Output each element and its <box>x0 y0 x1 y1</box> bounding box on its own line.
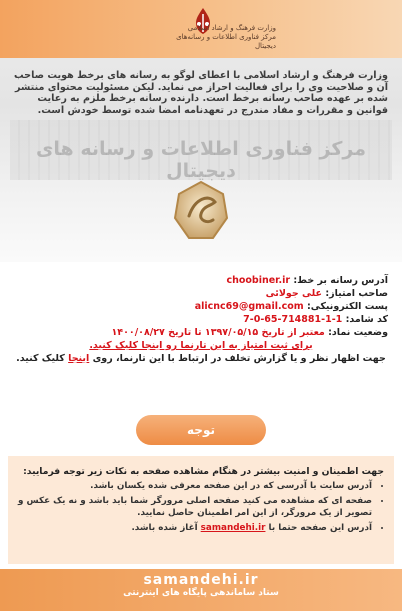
report-link[interactable]: اینجا <box>68 353 90 364</box>
ministry-line-1: وزارت فرهنگ و ارشاد اسلامی <box>187 24 276 32</box>
owner-row <box>14 287 388 300</box>
ministry-name <box>176 24 276 51</box>
code-row <box>14 313 388 326</box>
samandehi-seal-icon <box>171 180 231 242</box>
ministry-line-2: مرکز فناوری اطلاعات و رسانه‌های دیجیتال <box>176 33 276 50</box>
notice-heading: جهت اطمینان و امنیت بیشتر در هنگام مشاهده صفحه به نکات زیر توجه فرمایید: <box>23 466 384 477</box>
item3-before: آدرس این صفحه حتما با <box>268 523 372 533</box>
address-row <box>14 274 388 287</box>
address-label: آدرس رسانه بر خط: <box>293 275 388 286</box>
email-value: alicnc69@gmail.com <box>194 301 304 312</box>
notice-box <box>8 456 394 564</box>
footer <box>0 569 402 611</box>
email-label: پست الکترونیکی: <box>306 301 388 312</box>
list-item <box>16 522 372 534</box>
notice-list <box>8 480 394 534</box>
address-value: choobiner.ir <box>226 275 291 286</box>
list-item: • آدرس سایت با آدرسی که در این صفحه معرفی شده یکسان باشد. <box>16 480 372 492</box>
info-section <box>14 274 388 365</box>
status-label: وضعیت نماد: <box>328 327 388 338</box>
hero-banner <box>0 0 402 262</box>
report-text-before: جهت اظهار نظر و یا گزارش تخلف در ارتباط با این تارنما، روی <box>92 353 386 364</box>
status-value: معتبر از تاریخ ۱۳۹۷/۰۵/۱۵ تا تاریخ ۱۴۰۰/۰۸/۲۷ <box>111 327 325 338</box>
owner-value: علی جولائی <box>265 288 322 299</box>
notice-pill: توجه <box>136 415 266 445</box>
report-text-after: کلیک کنید. <box>16 353 65 364</box>
report-row <box>14 352 388 365</box>
code-value: 1-1-714881-65-0-7 <box>243 314 343 325</box>
vote-link[interactable]: برای ثبت امتیاز به این تارنما رو اینجا کلیک کنید. <box>89 340 313 351</box>
banner-title: مرکز فناوری اطلاعات و رسانه های دیجیتال <box>35 138 366 182</box>
owner-label: صاحب امتیاز: <box>325 288 388 299</box>
footer-subtitle: ستاد ساماندهی پایگاه های اینترنتی <box>123 588 279 598</box>
item3-after: آغاز شده باشد. <box>131 523 198 533</box>
intro-text: وزارت فرهنگ و ارشاد اسلامی با اعطای لوگو به رسانه های برخط هویت صاحب آن و صلاحیت وی را برای فعالیت احراز می نماید. لیکن مسئولیت محتوای منتشر شده بر عهده صاحب رسانه برخط است. دارنده رسانه برخط ملزم به رعایت قوانین و مقررات و مفاد مندرج در تعهدنامه امضا شده توسط خودش است. <box>14 70 388 116</box>
vote-row <box>14 339 388 352</box>
email-row <box>14 300 388 313</box>
footer-brand[interactable]: samandehi.ir <box>143 572 259 588</box>
code-label: کد شامد: <box>345 314 388 325</box>
status-row <box>14 326 388 339</box>
samandehi-link[interactable]: samandehi.ir <box>200 523 266 533</box>
list-item: • صفحه ای که مشاهده می کنید صفحه اصلی مرورگر شما باید باشد و نه یک عکس و تصویر از یک مرورگر، از این امر اطمینان حاصل نمایید. <box>16 495 372 519</box>
